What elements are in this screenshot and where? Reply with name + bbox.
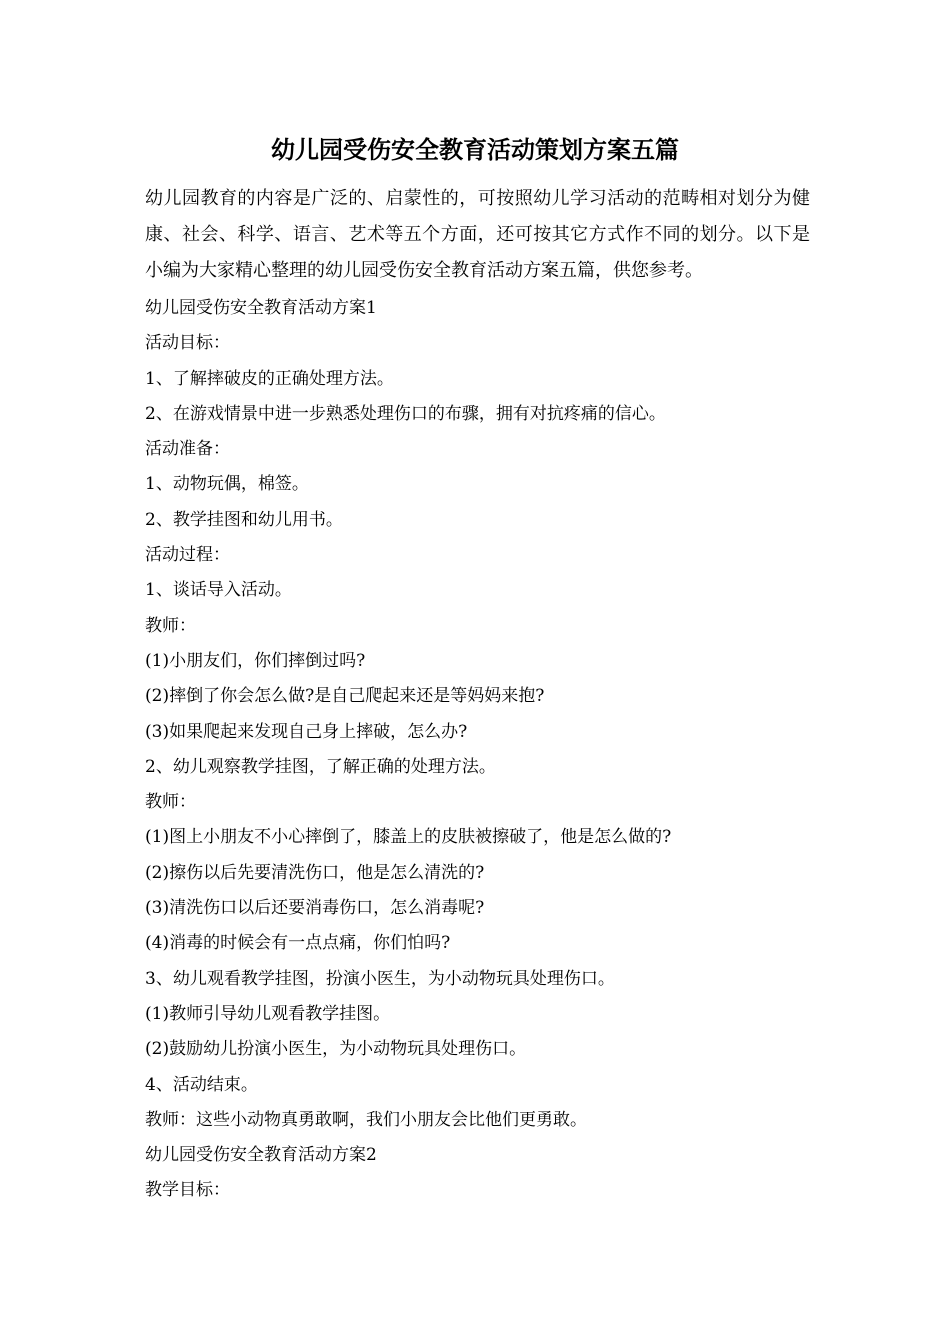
- text-line: 教师：: [145, 615, 196, 636]
- text-line: (2)擦伤以后先要清洗伤口，他是怎么清洗的?: [145, 862, 485, 883]
- text-line: 2、在游戏情景中进一步熟悉处理伤口的布骤，拥有对抗疼痛的信心。: [145, 403, 666, 424]
- text-line: (3)如果爬起来发现自己身上摔破，怎么办?: [145, 721, 468, 742]
- document-title: 幼儿园受伤安全教育活动策划方案五篇: [271, 136, 679, 164]
- section-heading: 幼儿园受伤安全教育活动方案1: [145, 298, 377, 318]
- text-line: (2)鼓励幼儿扮演小医生，为小动物玩具处理伤口。: [145, 1039, 527, 1060]
- text-line: (4)消毒的时候会有一点点痛，你们怕吗?: [145, 933, 451, 954]
- text-line: 教师：: [145, 792, 196, 813]
- text-line: 活动目标：: [145, 333, 230, 354]
- text-line: 2、教学挂图和幼儿用书。: [145, 509, 343, 530]
- text-line: 3、幼儿观看教学挂图，扮演小医生，为小动物玩具处理伤口。: [145, 968, 615, 989]
- text-line: 4、活动结束。: [145, 1074, 258, 1095]
- text-line: 2、幼儿观察教学挂图，了解正确的处理方法。: [145, 756, 496, 777]
- document-body: [145, 291, 810, 1209]
- text-line: 教师：这些小动物真勇敢啊，我们小朋友会比他们更勇敢。: [145, 1109, 587, 1130]
- text-line: (1)图上小朋友不小心摔倒了，膝盖上的皮肤被擦破了，他是怎么做的?: [145, 827, 672, 848]
- text-line: 1、谈话导入活动。: [145, 580, 292, 601]
- text-line: (1)教师引导幼儿观看教学挂图。: [145, 1003, 391, 1024]
- text-line: (2)摔倒了你会怎么做?是自己爬起来还是等妈妈来抱?: [145, 686, 545, 707]
- section-heading: 幼儿园受伤安全教育活动方案2: [145, 1145, 377, 1166]
- text-line: 教学目标：: [145, 1180, 230, 1201]
- text-line: 活动准备：: [145, 439, 230, 460]
- text-line: 活动过程：: [145, 545, 230, 566]
- text-line: 1、动物玩偶，棉签。: [145, 474, 309, 495]
- text-line: (3)清洗伤口以后还要消毒伤口，怎么消毒呢?: [145, 898, 485, 919]
- text-line: 1、了解摔破皮的正确处理方法。: [145, 368, 394, 389]
- intro-paragraph: 幼儿园教育的内容是广泛的、启蒙性的，可按照幼儿学习活动的范畴相对划分为健康、社会、科学、语言、艺术等五个方面，还可按其它方式作不同的划分。以下是小编为大家精心整理的幼儿园受伤安全教育活动方案五篇，供您参考。: [145, 188, 810, 281]
- text-line: (1)小朋友们，你们摔倒过吗?: [145, 650, 366, 671]
